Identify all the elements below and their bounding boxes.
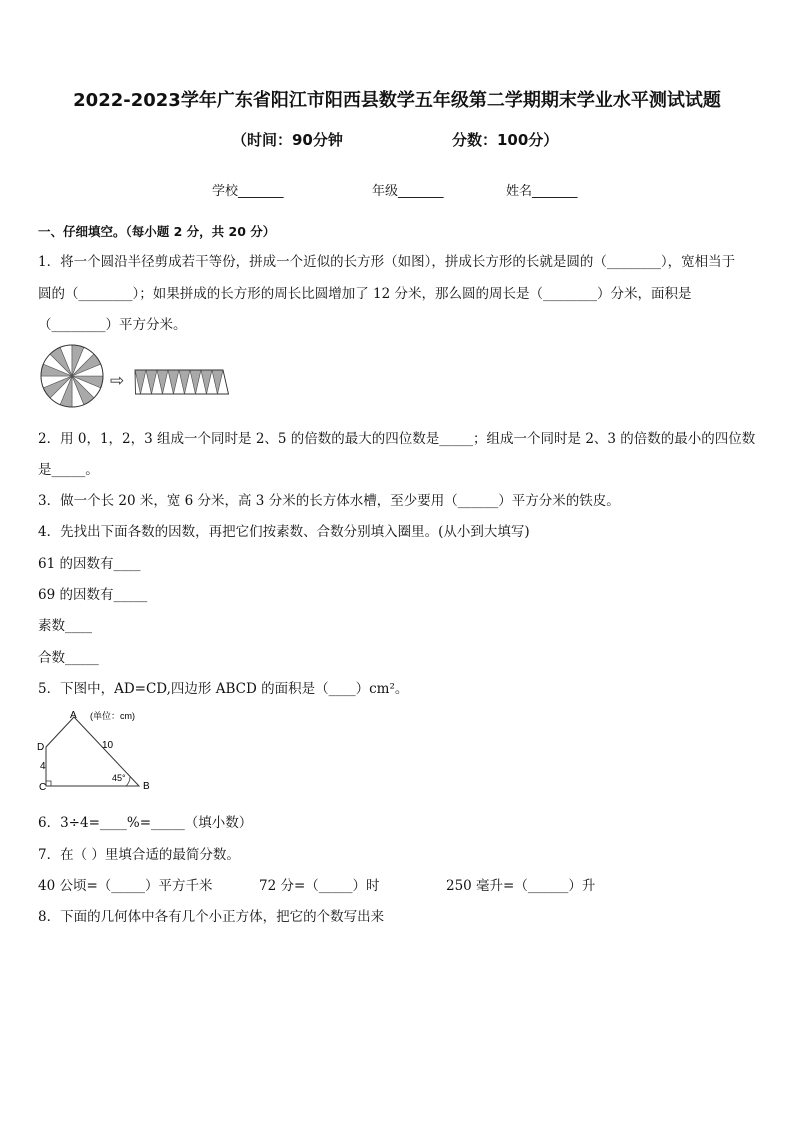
quadrilateral-figure xyxy=(34,706,164,796)
question-6: 6．3÷4=____%=_____（填小数） xyxy=(38,815,253,831)
exam-time: （时间：90分钟 xyxy=(232,131,343,149)
question-1-line-3: （________）平方分米。 xyxy=(38,317,187,333)
arrow-icon: ⇨ xyxy=(110,371,125,390)
side-ab-length: 10 xyxy=(102,740,114,751)
question-5: 5．下图中，AD=CD,四边形 ABCD 的面积是（____）cm²。 xyxy=(38,681,409,697)
school-field: 学校_______ xyxy=(212,184,284,199)
angle-b-value: 45° xyxy=(112,773,126,783)
section-heading: 一、仔细填空。（每小题 2 分，共 20 分） xyxy=(38,224,276,239)
label-b: B xyxy=(143,781,150,792)
side-cd-length: 4 xyxy=(40,761,46,772)
question-7: 7．在（ ）里填合适的最简分数。 xyxy=(38,847,240,863)
question-7-item-c: 250 毫升=（______）升 xyxy=(446,878,596,894)
question-1-line-2: 圆的（________）；如果拼成的长方形的周长比圆增加了 12 分米，那么圆的周长是（________）分米，面积是 xyxy=(38,286,692,302)
label-d: D xyxy=(37,742,45,753)
label-a: A xyxy=(70,710,77,721)
grade-field: 年级_______ xyxy=(372,184,444,199)
question-2-line-1: 2．用 0，1，2，3 组成一个同时是 2、5 的倍数的最大的四位数是_____；组成一个同时是 2、3 的倍数的最小的四位数 xyxy=(38,431,756,447)
angle-arc xyxy=(126,777,130,786)
page-title: 2022-2023学年广东省阳江市阳西县数学五年级第二学期期末学业水平测试试题 xyxy=(73,90,721,111)
question-7-item-a: 40 公顷=（_____）平方千米 xyxy=(38,878,213,894)
right-angle-mark xyxy=(46,781,51,786)
question-2-line-2: 是_____。 xyxy=(38,462,99,478)
question-1-line-1: 1．将一个圆沿半径剪成若干等份，拼成一个近似的长方形（如图），拼成长方形的长就是圆的（________），宽相当于 xyxy=(38,254,736,270)
question-8: 8．下面的几何体中各有几个小正方体，把它的个数写出来 xyxy=(38,909,385,925)
rearranged-strips xyxy=(135,370,229,394)
question-4-primes: 素数____ xyxy=(38,618,92,634)
question-7-item-b: 72 分=（_____）时 xyxy=(259,878,380,894)
exam-score: 分数：100分） xyxy=(452,131,559,149)
name-field: 姓名_______ xyxy=(506,184,578,199)
question-4: 4．先找出下面各数的因数，再把它们按素数、合数分别填入圈里。(从小到大填写) xyxy=(38,524,530,540)
question-4-composites: 合数_____ xyxy=(38,650,99,666)
circle-to-rectangle-figure xyxy=(40,343,230,413)
unit-note: (单位：cm) xyxy=(90,711,135,721)
question-4-factors-61: 61 的因数有____ xyxy=(38,556,141,572)
label-c: C xyxy=(39,782,47,793)
question-3: 3．做一个长 20 米，宽 6 分米，高 3 分米的长方体水槽，至少要用（______）平方分米的铁皮。 xyxy=(38,493,620,509)
question-4-factors-69: 69 的因数有_____ xyxy=(38,587,148,603)
